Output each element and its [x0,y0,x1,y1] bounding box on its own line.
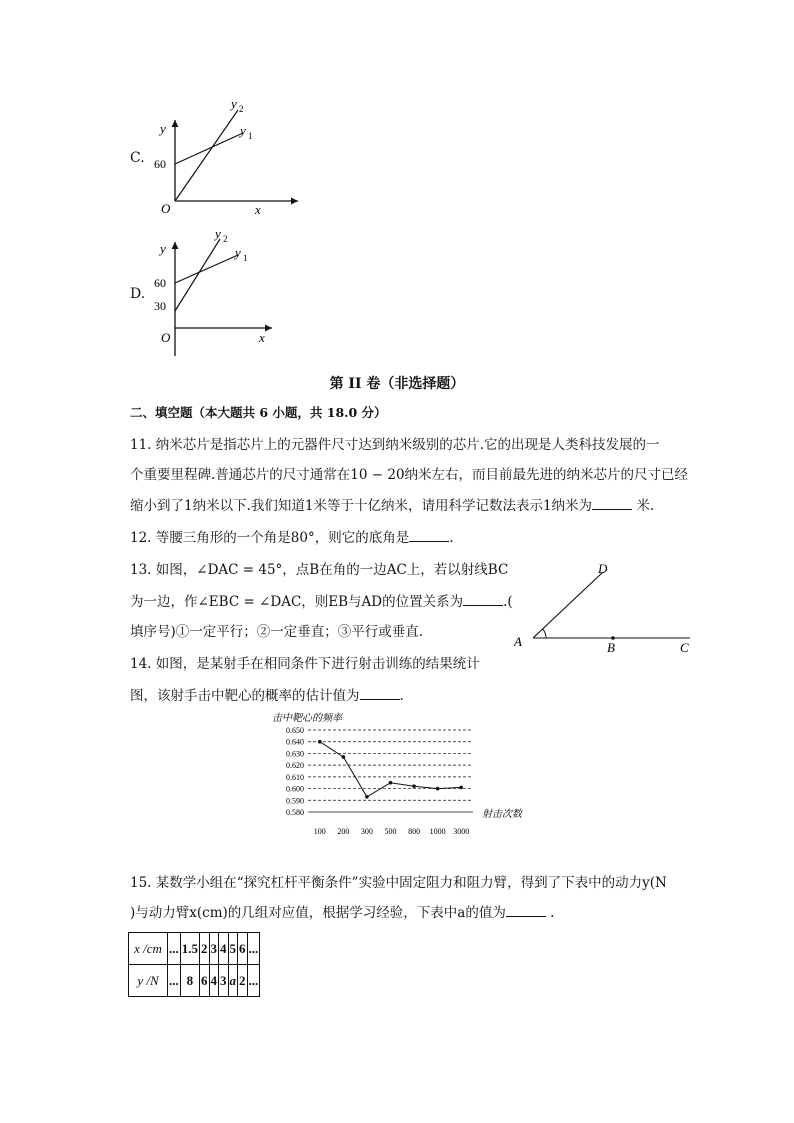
section-title: 第 II 卷（非选择题） [329,376,465,392]
q11-end: 米. [632,498,655,514]
q11-text: 缩小到了1纳米以下.我们知道1米等于十亿纳米，请用科学记数法表示1纳米为 [130,498,593,514]
y-cell: 8 [180,965,199,997]
chart-point [318,740,322,744]
q13-line2 [130,592,513,612]
x-cell: ... [247,933,260,965]
q15-end: . [545,905,555,921]
q11-answer-blank[interactable] [592,497,632,510]
x-cell: 1.5 [180,933,199,965]
y-cell: ... [247,965,260,997]
option-d-label: D. [130,286,146,302]
chart-y-tick-label: 0.620 [286,761,304,771]
q12-end: . [449,530,454,546]
x-cell: ... [168,933,181,965]
option-c-origin: O [161,201,171,216]
q12-text: 12. 等腰三角形的一个角是80°，则它的底角是 [130,530,410,546]
y-cell: ... [168,965,181,997]
q13-text: 为一边，作∠EBC = ∠DAC，则EB与AD的位置关系为 [130,594,464,610]
frequency-chart [268,710,538,838]
chart-y-tick-label: 0.640 [286,737,304,747]
option-c-y1-label: y [240,123,246,138]
option-c-line-y2 [175,110,238,201]
option-c-x-label: x [255,202,261,217]
x-cell: 6 [238,933,248,965]
y-cell: 2 [238,965,248,997]
x-cell: 5 [228,933,238,965]
chart-title: 击中靶心的频率 [272,713,342,724]
angle-arc [543,629,547,638]
y-cell: 6 [200,965,210,997]
chart-y-tick-label: 0.580 [286,808,304,817]
chart-point [342,755,346,759]
x-cell: 2 [200,933,210,965]
q14-text: 图，该射手击中靶心的概率的估计值为 [130,688,360,704]
x-header: x /cm [129,933,168,965]
chart-point [412,784,416,788]
chart-x-label: 射击次数 [482,809,522,820]
option-d-graph [148,228,308,356]
x-cell: 4 [219,933,229,965]
chart-x-tick-label: 100 [313,827,326,836]
q11-line1: 11. 纳米芯片是指芯片上的元器件尺寸达到纳米级别的芯片.它的出现是人类科技发展的一 [130,437,660,453]
q14-answer-blank[interactable] [360,687,400,700]
q13-answer-blank[interactable] [463,593,503,606]
section-heading: 二、填空题（本大题共 6 小题，共 18.0 分） [130,405,387,420]
chart-x-tick-label: 500 [384,827,397,836]
option-d-y1-sub: 1 [243,253,248,263]
x-cell: 3 [209,933,219,965]
chart-x-tick-label: 800 [408,827,421,836]
chart-y-tick-label: 0.600 [286,784,304,794]
option-c-label: C. [130,150,145,166]
y-header: y /N [129,965,168,997]
ray-ad [533,572,603,638]
chart-x-tick-label: 300 [360,827,373,836]
y-cell: 3 [219,965,229,997]
option-c-y2-label: y [231,96,237,111]
option-c-y-label: y [160,121,166,136]
chart-point [389,781,393,785]
chart-x-tick-label: 1000 [429,827,446,836]
q14-line2 [130,686,404,706]
option-d-line-y2 [175,239,220,311]
chart-y-tick-label: 0.650 [286,726,304,735]
option-c-intercept: 60 [154,157,166,171]
chart-y-tick-label: 0.590 [286,796,304,806]
option-d-y2-sub: 2 [223,234,228,244]
q14-end: . [399,688,404,704]
q11-line3 [130,496,654,516]
q13-line1: 13. 如图，∠DAC = 45°，点B在角的一边AC上，若以射线BC [130,562,509,578]
y-row [129,965,260,997]
option-d-y1-label: y [235,245,241,260]
chart-point [365,795,369,799]
option-d-intercept-60: 60 [154,276,166,290]
option-d-origin: O [161,330,171,345]
option-d-y2-label: y [215,228,221,241]
option-c-y1-sub: 1 [248,131,253,141]
option-d-line-y1 [175,255,238,283]
option-c-graph [148,95,308,220]
label-c: C [680,640,689,655]
y-cell: 4 [209,965,219,997]
q13-angle-figure [510,562,710,657]
q15-line1: 15. 某数学小组在“探究杠杆平衡条件”实验中固定阻力和阻力臂，得到了下表中的动力y(N [130,875,667,891]
q15-answer-blank[interactable] [506,904,546,917]
label-d: D [598,562,608,576]
option-c-line-y1 [175,133,243,164]
q12 [130,528,454,548]
chart-x-tick-label: 3000 [453,827,470,836]
chart-x-tick-label: 200 [337,827,350,836]
y-cell: a [228,965,238,997]
option-d-x-label: x [259,330,265,345]
x-row [129,933,260,965]
label-a: A [514,634,522,649]
q15-text: )与动力臂x(cm)的几组对应值，根据学习经验，下表中a的值为 [130,905,506,921]
option-d-y-label: y [160,241,166,256]
chart-point [459,786,463,790]
chart-y-tick-label: 0.630 [286,749,304,759]
option-d-intercept-30: 30 [154,299,166,313]
option-c-y2-sub: 2 [239,104,244,114]
chart-y-tick-label: 0.610 [286,772,304,782]
q13-end: .( [503,594,513,610]
q14-line1: 14. 如图，是某射手在相同条件下进行射击训练的结果统计 [130,656,480,672]
xy-table [128,932,260,997]
label-b: B [607,640,615,655]
q11-line2: 个重要里程碑.普通芯片的尺寸通常在10 − 20纳米左右，而目前最先进的纳米芯片的尺寸已经 [130,467,689,483]
q12-answer-blank[interactable] [409,529,449,542]
chart-point [436,787,440,791]
q13-line3: 填序号)①一定平行；②一定垂直；③平行或垂直. [130,624,424,640]
q15-line2 [130,903,554,923]
